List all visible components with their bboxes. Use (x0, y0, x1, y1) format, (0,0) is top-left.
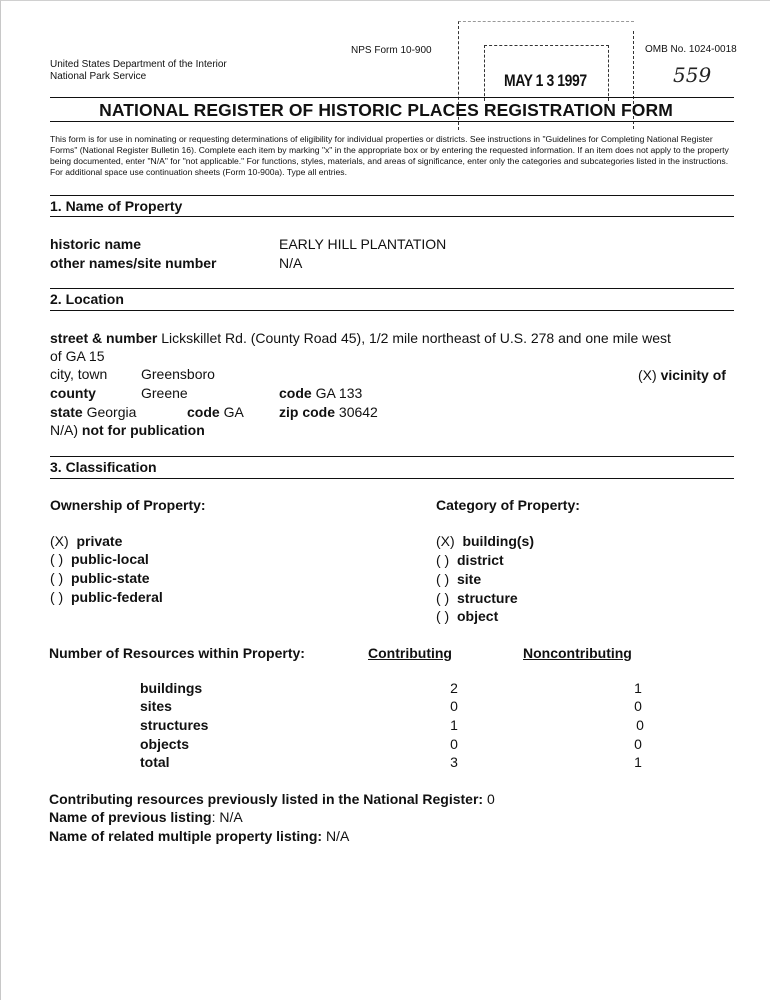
resource-label-structures: structures (140, 717, 209, 733)
ownership-label: public-federal (71, 589, 163, 605)
ownership-option-public-local[interactable] (50, 551, 149, 567)
county-label: county (50, 385, 96, 401)
section3-rule-top (50, 456, 734, 457)
previous-listing-label: Name of previous listing (49, 809, 212, 825)
zip-row (279, 404, 378, 420)
agency-service: National Park Service (50, 71, 147, 82)
section1-rule-top (50, 195, 734, 196)
ownership-option-public-state[interactable] (50, 570, 150, 586)
contributing-buildings: 2 (450, 680, 458, 696)
previous-listing-row (49, 809, 243, 825)
omb-number: OMB No. 1024-0018 (645, 44, 737, 55)
county-code-label: code (279, 385, 312, 401)
ownership-option-private[interactable] (50, 533, 122, 549)
publication-checkbox[interactable]: N/A) (50, 422, 78, 438)
street-value: Lickskillet Rd. (County Road 45), 1/2 mile northeast of U.S. 278 and one mile west (161, 330, 671, 346)
handwritten-number: 559 (673, 63, 712, 87)
vicinity-row (638, 367, 726, 383)
noncontributing-total: 1 (634, 754, 642, 770)
other-names-label-text: other names/site number (50, 255, 217, 271)
column-contributing: Contributing (368, 645, 452, 661)
other-names-value: N/A (279, 255, 303, 271)
category-option-structure[interactable] (436, 590, 518, 606)
category-label: building(s) (462, 533, 534, 549)
resource-label-objects: objects (140, 736, 190, 752)
city-label: city, town (50, 366, 108, 382)
multiple-listing-row (49, 828, 349, 844)
contributing-structures: 1 (450, 717, 458, 733)
category-heading: Category of Property: (436, 497, 580, 513)
historic-name-label (50, 236, 141, 252)
category-label: object (457, 608, 499, 624)
category-checkbox[interactable]: ( ) (436, 590, 450, 606)
street-value-continued: of GA 15 (50, 348, 105, 364)
section2-heading: 2. Location (50, 291, 124, 307)
state-code-row (187, 404, 244, 420)
ownership-checkbox[interactable]: ( ) (50, 589, 64, 605)
county-code-row (279, 385, 362, 401)
ownership-label: public-state (71, 570, 150, 586)
category-checkbox[interactable]: ( ) (436, 552, 450, 568)
agency-block (50, 59, 227, 83)
previously-listed-row (49, 791, 495, 807)
category-label: site (457, 571, 482, 587)
form-number: NPS Form 10-900 (351, 45, 432, 56)
ownership-label: public-local (71, 551, 149, 567)
vicinity-label: vicinity of (660, 367, 726, 383)
multiple-listing-label: Name of related multiple property listing: (49, 828, 323, 844)
noncontributing-structures: 0 (636, 717, 644, 733)
column-noncontributing: Noncontributing (523, 645, 632, 661)
category-option-site[interactable] (436, 571, 481, 587)
category-option-object[interactable] (436, 608, 498, 624)
ownership-option-public-federal[interactable] (50, 589, 163, 605)
state-row (50, 404, 136, 420)
resource-label-total: total (140, 754, 170, 770)
contributing-sites: 0 (450, 698, 458, 714)
other-names-label (50, 255, 217, 271)
title-rule-bottom (50, 121, 734, 122)
received-stamp-date: MAY 1 3 1997 (504, 71, 587, 90)
street-label: street & number (50, 330, 158, 346)
category-option-buildings[interactable] (436, 533, 534, 549)
category-label: structure (457, 590, 518, 606)
ownership-checkbox[interactable]: (X) (50, 533, 69, 549)
street-row (50, 330, 671, 346)
category-checkbox[interactable]: ( ) (436, 608, 450, 624)
resource-label-buildings: buildings (140, 680, 203, 696)
previously-listed-label: Contributing resources previously listed in the National Register: (49, 791, 484, 807)
category-checkbox[interactable]: ( ) (436, 571, 450, 587)
title-rule-top (50, 97, 734, 98)
noncontributing-objects: 0 (634, 736, 642, 752)
category-option-district[interactable] (436, 552, 504, 568)
state-label: state (50, 404, 83, 420)
resource-label-sites: sites (140, 698, 172, 714)
historic-name-label-text: historic name (50, 236, 142, 252)
zip-value: 30642 (338, 404, 378, 420)
state-code-label: code (187, 404, 220, 420)
page-title: NATIONAL REGISTER OF HISTORIC PLACES REGISTRATION FORM (99, 100, 673, 120)
zip-label: zip code (279, 404, 336, 420)
contributing-total: 3 (450, 754, 458, 770)
city-value: Greensboro (141, 366, 215, 382)
ownership-checkbox[interactable]: ( ) (50, 551, 64, 567)
state-code-value: GA (223, 404, 244, 420)
publication-label: not for publication (81, 422, 205, 438)
publication-row (50, 422, 205, 438)
previously-listed-value: 0 (486, 791, 495, 807)
category-checkbox[interactable]: (X) (436, 533, 455, 549)
ownership-heading: Ownership of Property: (50, 497, 206, 513)
historic-name-value: EARLY HILL PLANTATION (279, 236, 447, 252)
section2-rule-top (50, 288, 734, 289)
ownership-label: private (76, 533, 123, 549)
state-value: Georgia (86, 404, 137, 420)
contributing-objects: 0 (450, 736, 458, 752)
section1-rule-bottom (50, 216, 734, 217)
county-code-value: GA 133 (315, 385, 363, 401)
ownership-checkbox[interactable]: ( ) (50, 570, 64, 586)
section1-heading: 1. Name of Property (50, 198, 183, 214)
section2-rule-bottom (50, 310, 734, 311)
noncontributing-buildings: 1 (634, 680, 642, 696)
resources-heading: Number of Resources within Property: (49, 645, 305, 661)
noncontributing-sites: 0 (634, 698, 642, 714)
section3-rule-bottom (50, 478, 734, 479)
agency-department: United States Department of the Interior (50, 59, 227, 70)
vicinity-checkbox[interactable]: (X) (638, 367, 657, 383)
category-label: district (457, 552, 504, 568)
previous-listing-value: : N/A (211, 809, 243, 825)
county-value: Greene (141, 385, 188, 401)
instructions-text: This form is for use in nominating or requesting determinations of eligibility for individual properties or districts. See instructions in "Guidelines for Completing National Register Forms" (National Register Bulletin 16). Complete each item by marking "x" in the appropriate box or by entering the requested information. If an item does not apply to the property being documented, enter "N/A" for "not applicable." For functions, styles, materials, and areas of significance, enter only the categories and subcategories listed in the instructions. For additional space use continuation sheets (Form 10-900a). Type all entries. (50, 134, 729, 177)
multiple-listing-value: N/A (325, 828, 350, 844)
section3-heading: 3. Classification (50, 459, 157, 475)
